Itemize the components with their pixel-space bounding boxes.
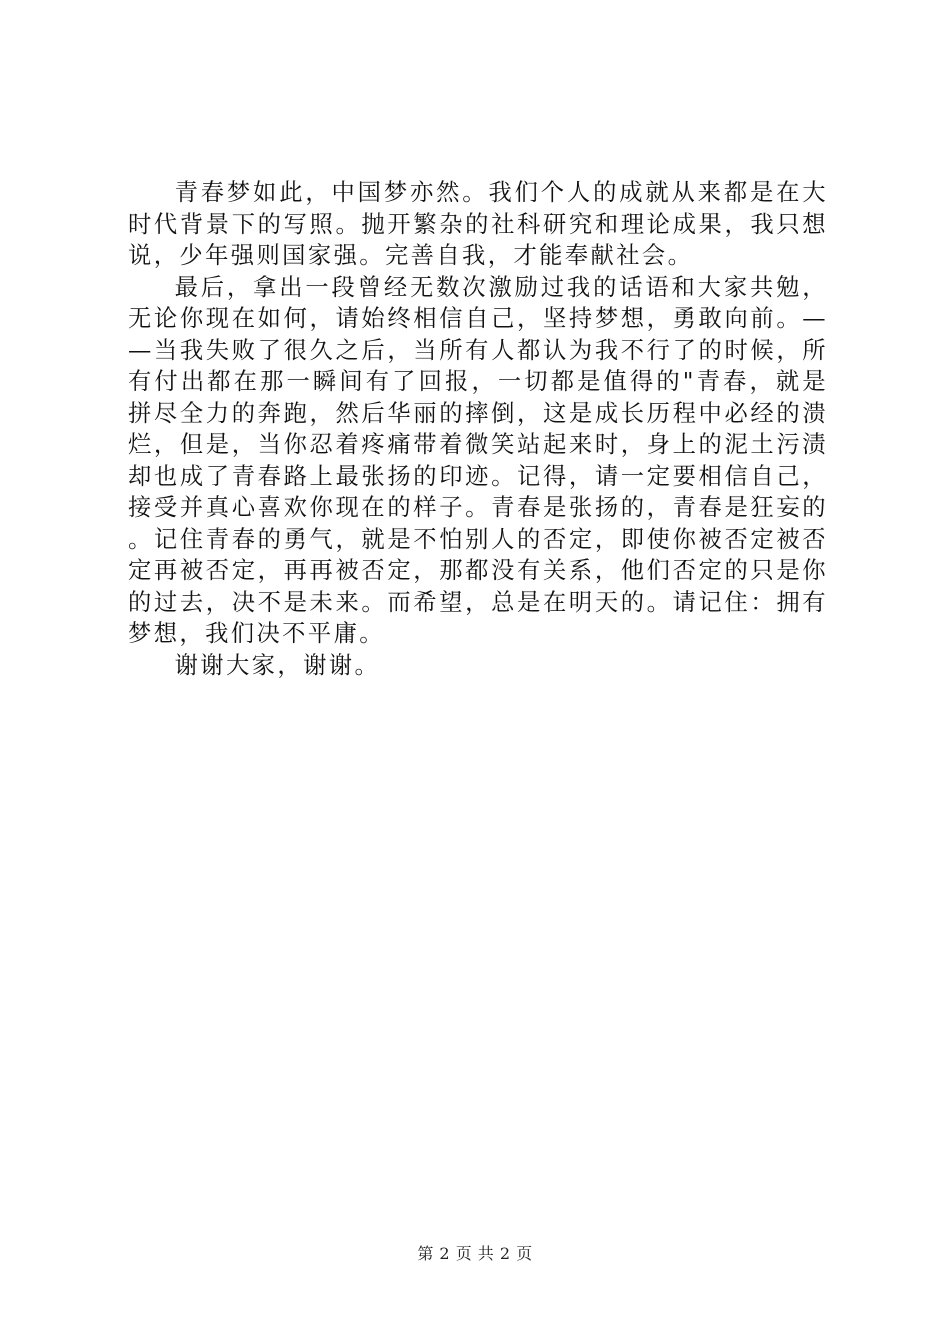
paragraph-thanks: 谢谢大家，谢谢。 — [174, 651, 381, 679]
document-body — [128, 177, 828, 681]
paragraph-closing-quote: 最后，拿出一段曾经无数次激励过我的话语和大家共勉，无论你现在如何，请始终相信自己，坚持梦想，勇敢向前。——当我失败了很久之后，当所有人都认为我不行了的时候，所有付出都在那一瞬间有了回报，一切都是值得的"青春，就是拼尽全力的奔跑，然后华丽的摔倒，这是成长历程中必经的溃烂，但是，当你忍着疼痛带着微笑站起来时，身上的泥土污渍却也成了青春路上最张扬的印迹。记得，请一定要相信自己，接受并真心喜欢你现在的样子。青春是张扬的，青春是狂妄的。记住青春的勇气，就是不怕别人的否定，即使你被否定被否定再被否定，再再被否定，那都没有关系，他们否定的只是你的过去，决不是未来。而希望，总是在明天的。请记住：拥有梦想，我们决不平庸。 — [128, 273, 828, 647]
paragraph-chinese-dream: 青春梦如此，中国梦亦然。我们个人的成就从来都是在大时代背景下的写照。抛开繁杂的社科研究和理论成果，我只想说，少年强则国家强。完善自我，才能奉献社会。 — [128, 179, 828, 269]
page-number-footer: 第 2 页 共 2 页 — [417, 1244, 533, 1263]
